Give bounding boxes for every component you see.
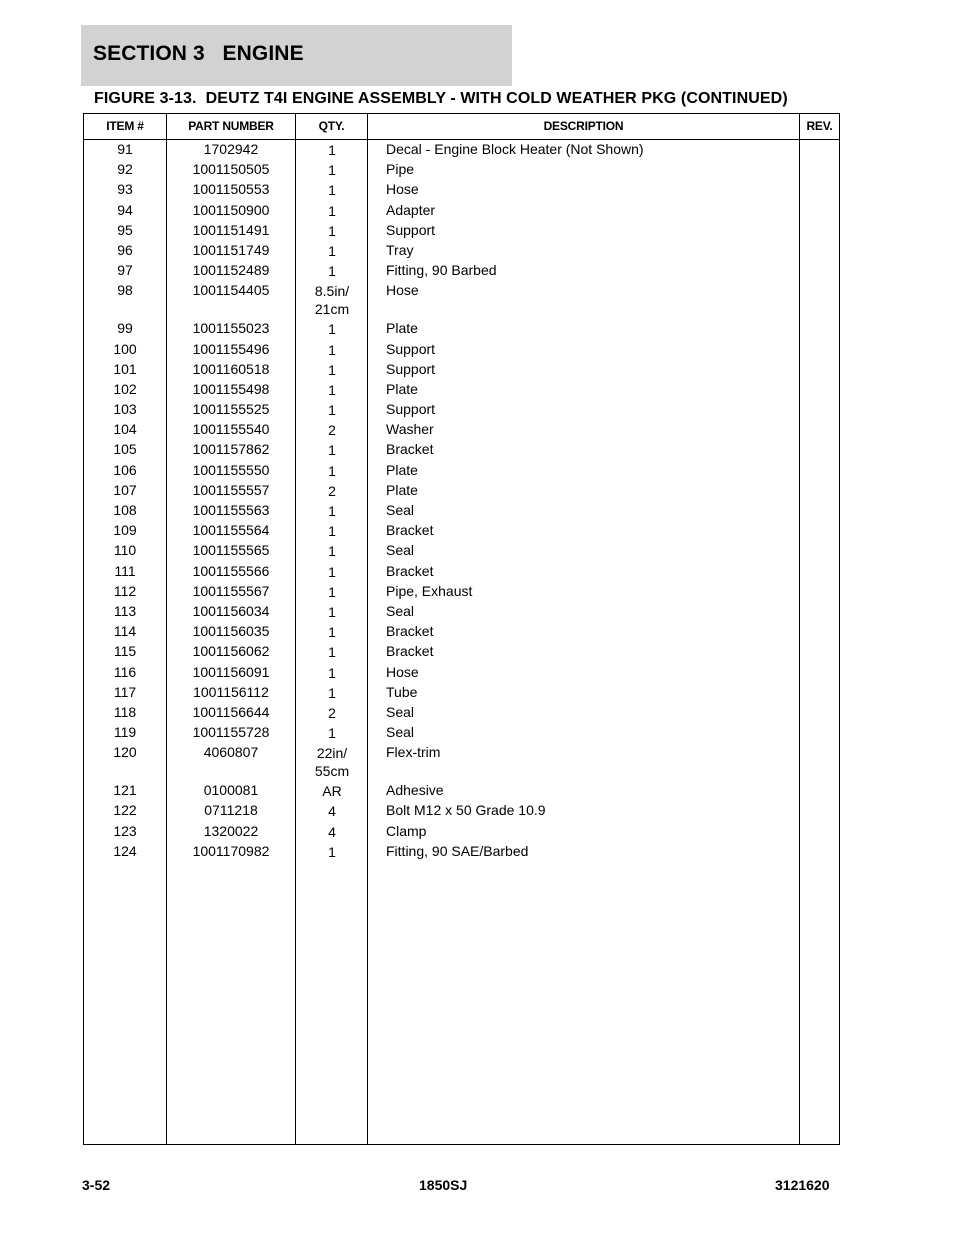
- table-row: [84, 782, 839, 802]
- description-cell: Seal: [386, 542, 415, 559]
- item-number-cell: 110: [113, 542, 137, 559]
- description-cell: Support: [386, 340, 436, 357]
- quantity-cell: 1: [328, 402, 336, 419]
- item-number-cell: 97: [117, 262, 133, 279]
- description-cell: Support: [386, 221, 436, 238]
- item-number-cell: 91: [117, 141, 133, 157]
- quantity-cell: 1: [328, 202, 336, 219]
- quantity-cell: 1: [328, 182, 336, 199]
- item-number-cell: 109: [113, 522, 137, 539]
- quantity-cell: 4: [328, 803, 336, 820]
- quantity-cell: 1: [328, 523, 336, 540]
- header-part-number: PART NUMBER: [188, 119, 274, 133]
- table-row: [84, 262, 839, 282]
- quantity-cell: 1: [328, 503, 336, 519]
- table-row: [84, 161, 839, 181]
- item-number-cell: 95: [117, 221, 133, 238]
- item-number-cell: 111: [114, 562, 136, 579]
- section-banner: [81, 25, 512, 86]
- item-number-cell: 118: [113, 703, 137, 720]
- quantity-line: 22in/: [316, 745, 348, 762]
- part-number-cell: 1001155563: [192, 502, 270, 518]
- table-row: [84, 664, 839, 684]
- description-cell: Bracket: [386, 562, 434, 579]
- table-row: [84, 381, 839, 401]
- quantity-cell: 1: [328, 242, 336, 259]
- table-row: [84, 823, 839, 843]
- item-number-cell: 92: [117, 161, 133, 178]
- item-number-cell: 117: [113, 683, 137, 700]
- table-row: [84, 141, 839, 161]
- part-number-cell: 1001156091: [192, 663, 270, 680]
- table-row: [84, 462, 839, 482]
- item-number-cell: 106: [113, 461, 137, 478]
- item-number-cell: 112: [113, 582, 137, 599]
- quantity-cell: 1: [328, 543, 336, 560]
- quantity-cell: 1: [328, 321, 336, 338]
- description-cell: Plate: [386, 380, 418, 397]
- item-number-cell: 108: [113, 502, 137, 518]
- item-number-cell: 101: [113, 360, 137, 377]
- part-number-cell: 1001155728: [192, 724, 270, 741]
- part-number-cell: 1001155525: [192, 401, 270, 418]
- quantity-cell: [296, 282, 368, 318]
- part-number-cell: 0100081: [203, 782, 259, 799]
- table-row: [84, 421, 839, 441]
- description-cell: Hose: [386, 181, 419, 198]
- part-number-cell: 1702942: [203, 141, 259, 157]
- item-number-cell: 113: [113, 602, 137, 619]
- quantity-cell: 1: [328, 222, 336, 239]
- description-cell: Hose: [386, 282, 419, 299]
- item-number-cell: 104: [113, 421, 137, 438]
- description-cell: Seal: [386, 724, 415, 741]
- description-cell: Bracket: [386, 643, 434, 660]
- quantity-cell: 2: [328, 482, 336, 499]
- item-number-cell: 116: [113, 663, 137, 680]
- model-name: 1850SJ: [419, 1177, 468, 1193]
- part-number-cell: 1001156034: [192, 602, 270, 619]
- part-number-cell: 1001155564: [192, 522, 270, 539]
- table-row: [84, 361, 839, 381]
- description-cell: Hose: [386, 663, 419, 680]
- description-cell: Clamp: [386, 822, 427, 839]
- item-number-cell: 99: [117, 320, 133, 337]
- part-number-cell: 1001155566: [192, 562, 270, 579]
- quantity-cell: 1: [328, 684, 336, 701]
- description-cell: Decal - Engine Block Heater (Not Shown): [386, 141, 644, 157]
- table-row: [84, 843, 839, 863]
- header-description: DESCRIPTION: [543, 119, 624, 133]
- part-number-cell: 1001156035: [192, 623, 270, 640]
- description-cell: Tube: [386, 683, 418, 700]
- part-number-cell: 1001155498: [192, 380, 270, 397]
- description-cell: Plate: [386, 481, 418, 498]
- part-number-cell: 1001155496: [192, 340, 270, 357]
- description-cell: Seal: [386, 602, 415, 619]
- description-cell: Adapter: [386, 201, 436, 218]
- parts-table: [83, 113, 840, 1145]
- item-number-cell: 121: [113, 782, 137, 799]
- quantity-cell: 1: [328, 462, 336, 479]
- quantity-cell: 1: [328, 381, 336, 398]
- table-body: [84, 140, 839, 863]
- document-number: 3121620: [775, 1177, 830, 1193]
- figure-title: FIGURE 3-13. DEUTZ T4I ENGINE ASSEMBLY - WITH COLD WEATHER PKG (CONTINUED): [94, 90, 788, 107]
- quantity-cell: 1: [328, 843, 336, 860]
- table-row: [84, 341, 839, 361]
- table-row: [84, 502, 839, 522]
- part-number-cell: 1001151491: [192, 221, 270, 238]
- table-row: [84, 222, 839, 242]
- part-number-cell: 1001170982: [192, 842, 270, 859]
- quantity-cell: 1: [328, 603, 336, 620]
- description-cell: Washer: [386, 421, 434, 438]
- table-row: [84, 401, 839, 421]
- description-cell: Bracket: [386, 441, 434, 458]
- description-cell: Pipe: [386, 161, 415, 178]
- part-number-cell: 1001156112: [193, 683, 269, 700]
- part-number-cell: 1001150505: [192, 161, 270, 178]
- table-row: [84, 684, 839, 704]
- quantity-cell: 2: [328, 422, 336, 439]
- table-row: [84, 181, 839, 201]
- table-row: [84, 522, 839, 542]
- quantity-cell: 1: [328, 162, 336, 179]
- description-cell: Support: [386, 360, 436, 377]
- item-number-cell: 119: [113, 724, 137, 741]
- item-number-cell: 107: [113, 481, 137, 498]
- description-cell: Fitting, 90 SAE/Barbed: [386, 842, 529, 859]
- item-number-cell: 123: [113, 822, 137, 839]
- table-row: [84, 563, 839, 583]
- item-number-cell: 105: [113, 441, 137, 458]
- table-row: [84, 320, 839, 340]
- quantity-cell: 1: [328, 583, 336, 600]
- item-number-cell: 102: [113, 380, 137, 397]
- part-number-cell: 1001155023: [192, 320, 270, 337]
- item-number-cell: 115: [113, 643, 137, 660]
- part-number-cell: 1001157862: [192, 441, 270, 458]
- table-row: [84, 643, 839, 663]
- header-qty: QTY.: [318, 119, 345, 133]
- table-row: [84, 623, 839, 643]
- table-row: [84, 542, 839, 562]
- part-number-cell: 1001160518: [192, 360, 270, 377]
- item-number-cell: 98: [117, 282, 133, 299]
- item-number-cell: 122: [113, 802, 137, 819]
- quantity-cell: 1: [328, 644, 336, 661]
- page-number: 3-52: [82, 1177, 111, 1193]
- quantity-cell: 1: [328, 341, 336, 358]
- description-cell: Support: [386, 401, 436, 418]
- part-number-cell: 4060807: [203, 744, 259, 761]
- section-title: SECTION 3 ENGINE: [93, 42, 304, 65]
- part-number-cell: 1001155567: [192, 582, 270, 599]
- part-number-cell: 1001155550: [192, 461, 270, 478]
- quantity-cell: 1: [328, 263, 336, 280]
- quantity-cell: [296, 744, 368, 780]
- quantity-line: 21cm: [314, 301, 350, 318]
- item-number-cell: 94: [117, 201, 133, 218]
- description-cell: Flex-trim: [386, 744, 441, 761]
- quantity-cell: 1: [328, 563, 336, 580]
- part-number-cell: 1001156644: [192, 703, 270, 720]
- part-number-cell: 1001150553: [192, 181, 270, 198]
- part-number-cell: 1001152489: [192, 262, 270, 279]
- item-number-cell: 100: [113, 340, 137, 357]
- part-number-cell: 1001155540: [192, 421, 270, 438]
- table-row: [84, 242, 839, 262]
- description-cell: Bracket: [386, 623, 434, 640]
- table-row: [84, 282, 839, 320]
- table-row: [84, 603, 839, 623]
- part-number-cell: 1001150900: [192, 201, 270, 218]
- quantity-cell: 2: [328, 704, 336, 721]
- quantity-cell: 1: [328, 725, 336, 742]
- quantity-cell: 1: [328, 442, 336, 459]
- quantity-cell: AR: [322, 783, 342, 800]
- description-cell: Plate: [386, 320, 418, 337]
- description-cell: Adhesive: [386, 782, 444, 799]
- quantity-cell: 4: [328, 823, 336, 840]
- item-number-cell: 120: [113, 744, 137, 761]
- quantity-cell: 1: [328, 664, 336, 681]
- table-row: [84, 583, 839, 603]
- part-number-cell: 1001151749: [192, 241, 270, 258]
- quantity-line: 55cm: [314, 763, 350, 780]
- description-cell: Bolt M12 x 50 Grade 10.9: [386, 802, 546, 819]
- part-number-cell: 1001154405: [192, 282, 270, 299]
- part-number-cell: 1001155565: [192, 542, 270, 559]
- header-item: ITEM #: [106, 119, 144, 133]
- description-cell: Tray: [386, 241, 414, 258]
- table-row: [84, 802, 839, 822]
- item-number-cell: 93: [117, 181, 133, 198]
- description-cell: Fitting, 90 Barbed: [386, 262, 497, 279]
- part-number-cell: 1001155557: [192, 481, 270, 498]
- quantity-cell: 1: [328, 142, 336, 158]
- quantity-cell: 1: [328, 361, 336, 378]
- part-number-cell: 1320022: [203, 822, 259, 839]
- table-row: [84, 441, 839, 461]
- description-cell: Seal: [386, 502, 415, 518]
- quantity-cell: 1: [328, 624, 336, 641]
- item-number-cell: 96: [117, 241, 133, 258]
- item-number-cell: 124: [113, 842, 137, 859]
- table-row: [84, 724, 839, 744]
- table-row: [84, 202, 839, 222]
- part-number-cell: 0711218: [204, 802, 258, 819]
- quantity-line: 8.5in/: [314, 283, 350, 300]
- description-cell: Bracket: [386, 522, 434, 539]
- item-number-cell: 114: [113, 623, 137, 640]
- table-row: [84, 744, 839, 782]
- description-cell: Plate: [386, 461, 418, 478]
- description-cell: Pipe, Exhaust: [386, 582, 473, 599]
- table-row: [84, 482, 839, 502]
- part-number-cell: 1001156062: [192, 643, 270, 660]
- header-rev: REV.: [806, 119, 833, 133]
- description-cell: Seal: [386, 703, 415, 720]
- table-row: [84, 704, 839, 724]
- item-number-cell: 103: [113, 401, 137, 418]
